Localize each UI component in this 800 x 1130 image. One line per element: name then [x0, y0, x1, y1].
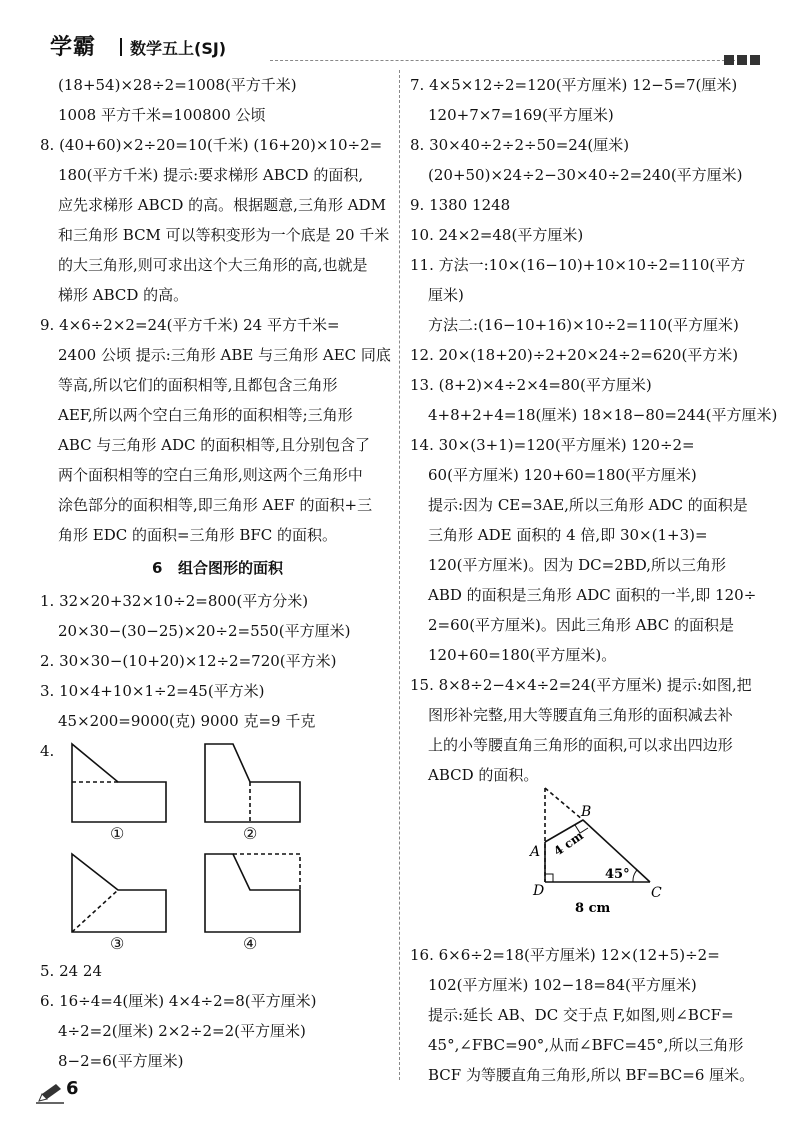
answer-line: 10. 24×2=48(平方厘米): [410, 226, 584, 244]
answer-line: 120(平方厘米)。因为 DC=2BD,所以三角形: [428, 556, 727, 574]
tri-angle-label: 45°: [605, 867, 630, 882]
answer-line: 提示:因为 CE=3AE,所以三角形 ADC 的面积是: [428, 496, 748, 514]
shape-2: [205, 744, 300, 822]
answer-line: BCF 为等腰直角三角形,所以 BF=BC=6 厘米。: [428, 1066, 755, 1084]
tri-label-C: C: [651, 885, 662, 901]
answer-line: ABCD 的面积。: [428, 766, 539, 784]
answer-line: 15. 8×8÷2−4×4÷2=24(平方厘米) 提示:如图,把: [410, 676, 752, 694]
pencil-icon: [36, 1082, 64, 1104]
shape-4: [205, 854, 300, 932]
answer-line: 2400 公顷 提示:三角形 ABE 与三角形 AEC 同底: [58, 346, 391, 364]
answer-line: 1. 32×20+32×10÷2=800(平方分米): [40, 592, 309, 610]
figure-label-3: ③: [110, 934, 125, 953]
figure-label-2: ②: [243, 824, 258, 843]
figure-label-1: ①: [110, 824, 125, 843]
answer-line: 梯形 ABCD 的高。: [58, 286, 189, 304]
subject-title: 数学五上(SJ): [130, 39, 227, 58]
page-header: [40, 30, 760, 66]
answer-line: 45×200=9000(克) 9000 克=9 千克: [58, 712, 316, 730]
answer-line: 4+8+2+4=18(厘米) 18×18−80=244(平方厘米): [428, 406, 778, 424]
answer-line: 45°,∠FBC=90°,从而∠BFC=45°,所以三角形: [428, 1036, 744, 1054]
answer-line: 8. (40+60)×2÷20=10(千米) (16+20)×10÷2=: [40, 136, 383, 154]
tri-label-D: D: [533, 883, 545, 899]
figure-label-4: ④: [243, 934, 258, 953]
answer-line: 5. 24 24: [40, 962, 103, 980]
answer-line: 上的小等腰直角三角形的面积,可以求出四边形: [428, 736, 733, 754]
page-footer: [36, 1078, 136, 1108]
answer-line: 方法二:(16−10+16)×10÷2=110(平方厘米): [428, 316, 739, 334]
answer-line: 2. 30×30−(10+20)×12÷2=720(平方米): [40, 652, 337, 670]
tri-label-B: B: [581, 804, 592, 820]
answer-line: 60(平方厘米) 120+60=180(平方厘米): [428, 466, 697, 484]
answer-line: 9. 1380 1248: [410, 196, 511, 214]
answer-line: ABC 与三角形 ADC 的面积相等,且分别包含了: [58, 436, 371, 454]
answer-line: 1008 平方千米=100800 公顷: [58, 106, 266, 124]
answer-line: 图形补完整,用大等腰直角三角形的面积减去补: [428, 706, 733, 724]
answer-line: 180(平方千米) 提示:要求梯形 ABCD 的面积,: [58, 166, 364, 184]
answer-line: 3. 10×4+10×1÷2=45(平方米): [40, 682, 265, 700]
answer-line: 和三角形 BCM 可以等积变形为一个底是 20 千米: [58, 226, 390, 244]
answer-line: 8−2=6(平方厘米): [58, 1052, 184, 1070]
brand-logo: 学霸: [50, 35, 97, 60]
q4-figures: [40, 736, 395, 956]
header-rule: [270, 60, 740, 61]
answer-line: 涂色部分的面积相等,即三角形 AEF 的面积+三: [58, 496, 373, 514]
q4-label: 4.: [40, 742, 55, 760]
section-title: 6 组合图形的面积: [151, 559, 284, 577]
page-number: 6: [66, 1078, 79, 1099]
right-column: [410, 70, 778, 1090]
answer-line: 8. 30×40÷2÷2÷50=24(厘米): [410, 136, 630, 154]
answer-line: 11. 方法一:10×(16−10)+10×10÷2=110(平方: [410, 256, 746, 274]
header-separator: [120, 38, 122, 56]
q4-shapes-svg: [40, 736, 395, 956]
answer-line: 7. 4×5×12÷2=120(平方厘米) 12−5=7(厘米): [410, 76, 738, 94]
left-column: [40, 70, 395, 1076]
tri-bottom-label: 8 cm: [575, 901, 611, 916]
answer-line: 14. 30×(3+1)=120(平方厘米) 120÷2=: [410, 436, 695, 454]
shape-3: [72, 854, 166, 932]
answer-line: 16. 6×6÷2=18(平方厘米) 12×(12+5)÷2=: [410, 946, 720, 964]
answer-line: 的大三角形,则可求出这个大三角形的高,也就是: [58, 256, 368, 274]
answer-line: (20+50)×24÷2−30×40÷2=240(平方厘米): [428, 166, 743, 184]
answer-line: 应先求梯形 ABCD 的高。根据题意,三角形 ADM: [58, 196, 386, 214]
triangle-figure: [525, 782, 685, 922]
answer-line: 提示:延长 AB、DC 交于点 F,如图,则∠BCF=: [428, 1006, 734, 1024]
shape-1: [72, 744, 166, 822]
answer-line: 2=60(平方厘米)。因此三角形 ABC 的面积是: [428, 616, 735, 634]
answer-line: 角形 EDC 的面积=三角形 BFC 的面积。: [58, 526, 338, 544]
answer-line: 等高,所以它们的面积相等,且都包含三角形: [58, 376, 338, 394]
answer-line: 厘米): [428, 286, 464, 304]
tri-label-A: A: [530, 844, 541, 860]
answer-line: 20×30−(30−25)×20÷2=550(平方厘米): [58, 622, 351, 640]
answer-line: 两个面积相等的空白三角形,则这两个三角形中: [58, 466, 363, 484]
tri-side-label: 4 cm: [551, 828, 586, 859]
answer-line: 102(平方厘米) 102−18=84(平方厘米): [428, 976, 697, 994]
answer-line: 9. 4×6÷2×2=24(平方千米) 24 平方千米=: [40, 316, 340, 334]
answer-line: 6. 16÷4=4(厘米) 4×4÷2=8(平方厘米): [40, 992, 317, 1010]
answer-line: 三角形 ADE 面积的 4 倍,即 30×(1+3)=: [428, 526, 708, 544]
answer-line: 13. (8+2)×4÷2×4=80(平方厘米): [410, 376, 652, 394]
column-divider: [399, 70, 400, 1080]
shape-3-dash: [72, 890, 118, 932]
shape-4-dash: [233, 854, 300, 890]
answer-line: AEF,所以两个空白三角形的面积相等;三角形: [58, 406, 353, 424]
answer-line: (18+54)×28÷2=1008(平方千米): [58, 76, 297, 94]
answer-line: ABD 的面积是三角形 ADC 面积的一半,即 120÷: [428, 586, 757, 604]
answer-line: 4÷2=2(厘米) 2×2÷2=2(平方厘米): [58, 1022, 306, 1040]
answer-line: 120+7×7=169(平方厘米): [428, 106, 614, 124]
header-squares-icon: [721, 50, 760, 69]
answer-line: 120+60=180(平方厘米)。: [428, 646, 617, 664]
answer-line: 12. 20×(18+20)÷2+20×24÷2=620(平方米): [410, 346, 739, 364]
